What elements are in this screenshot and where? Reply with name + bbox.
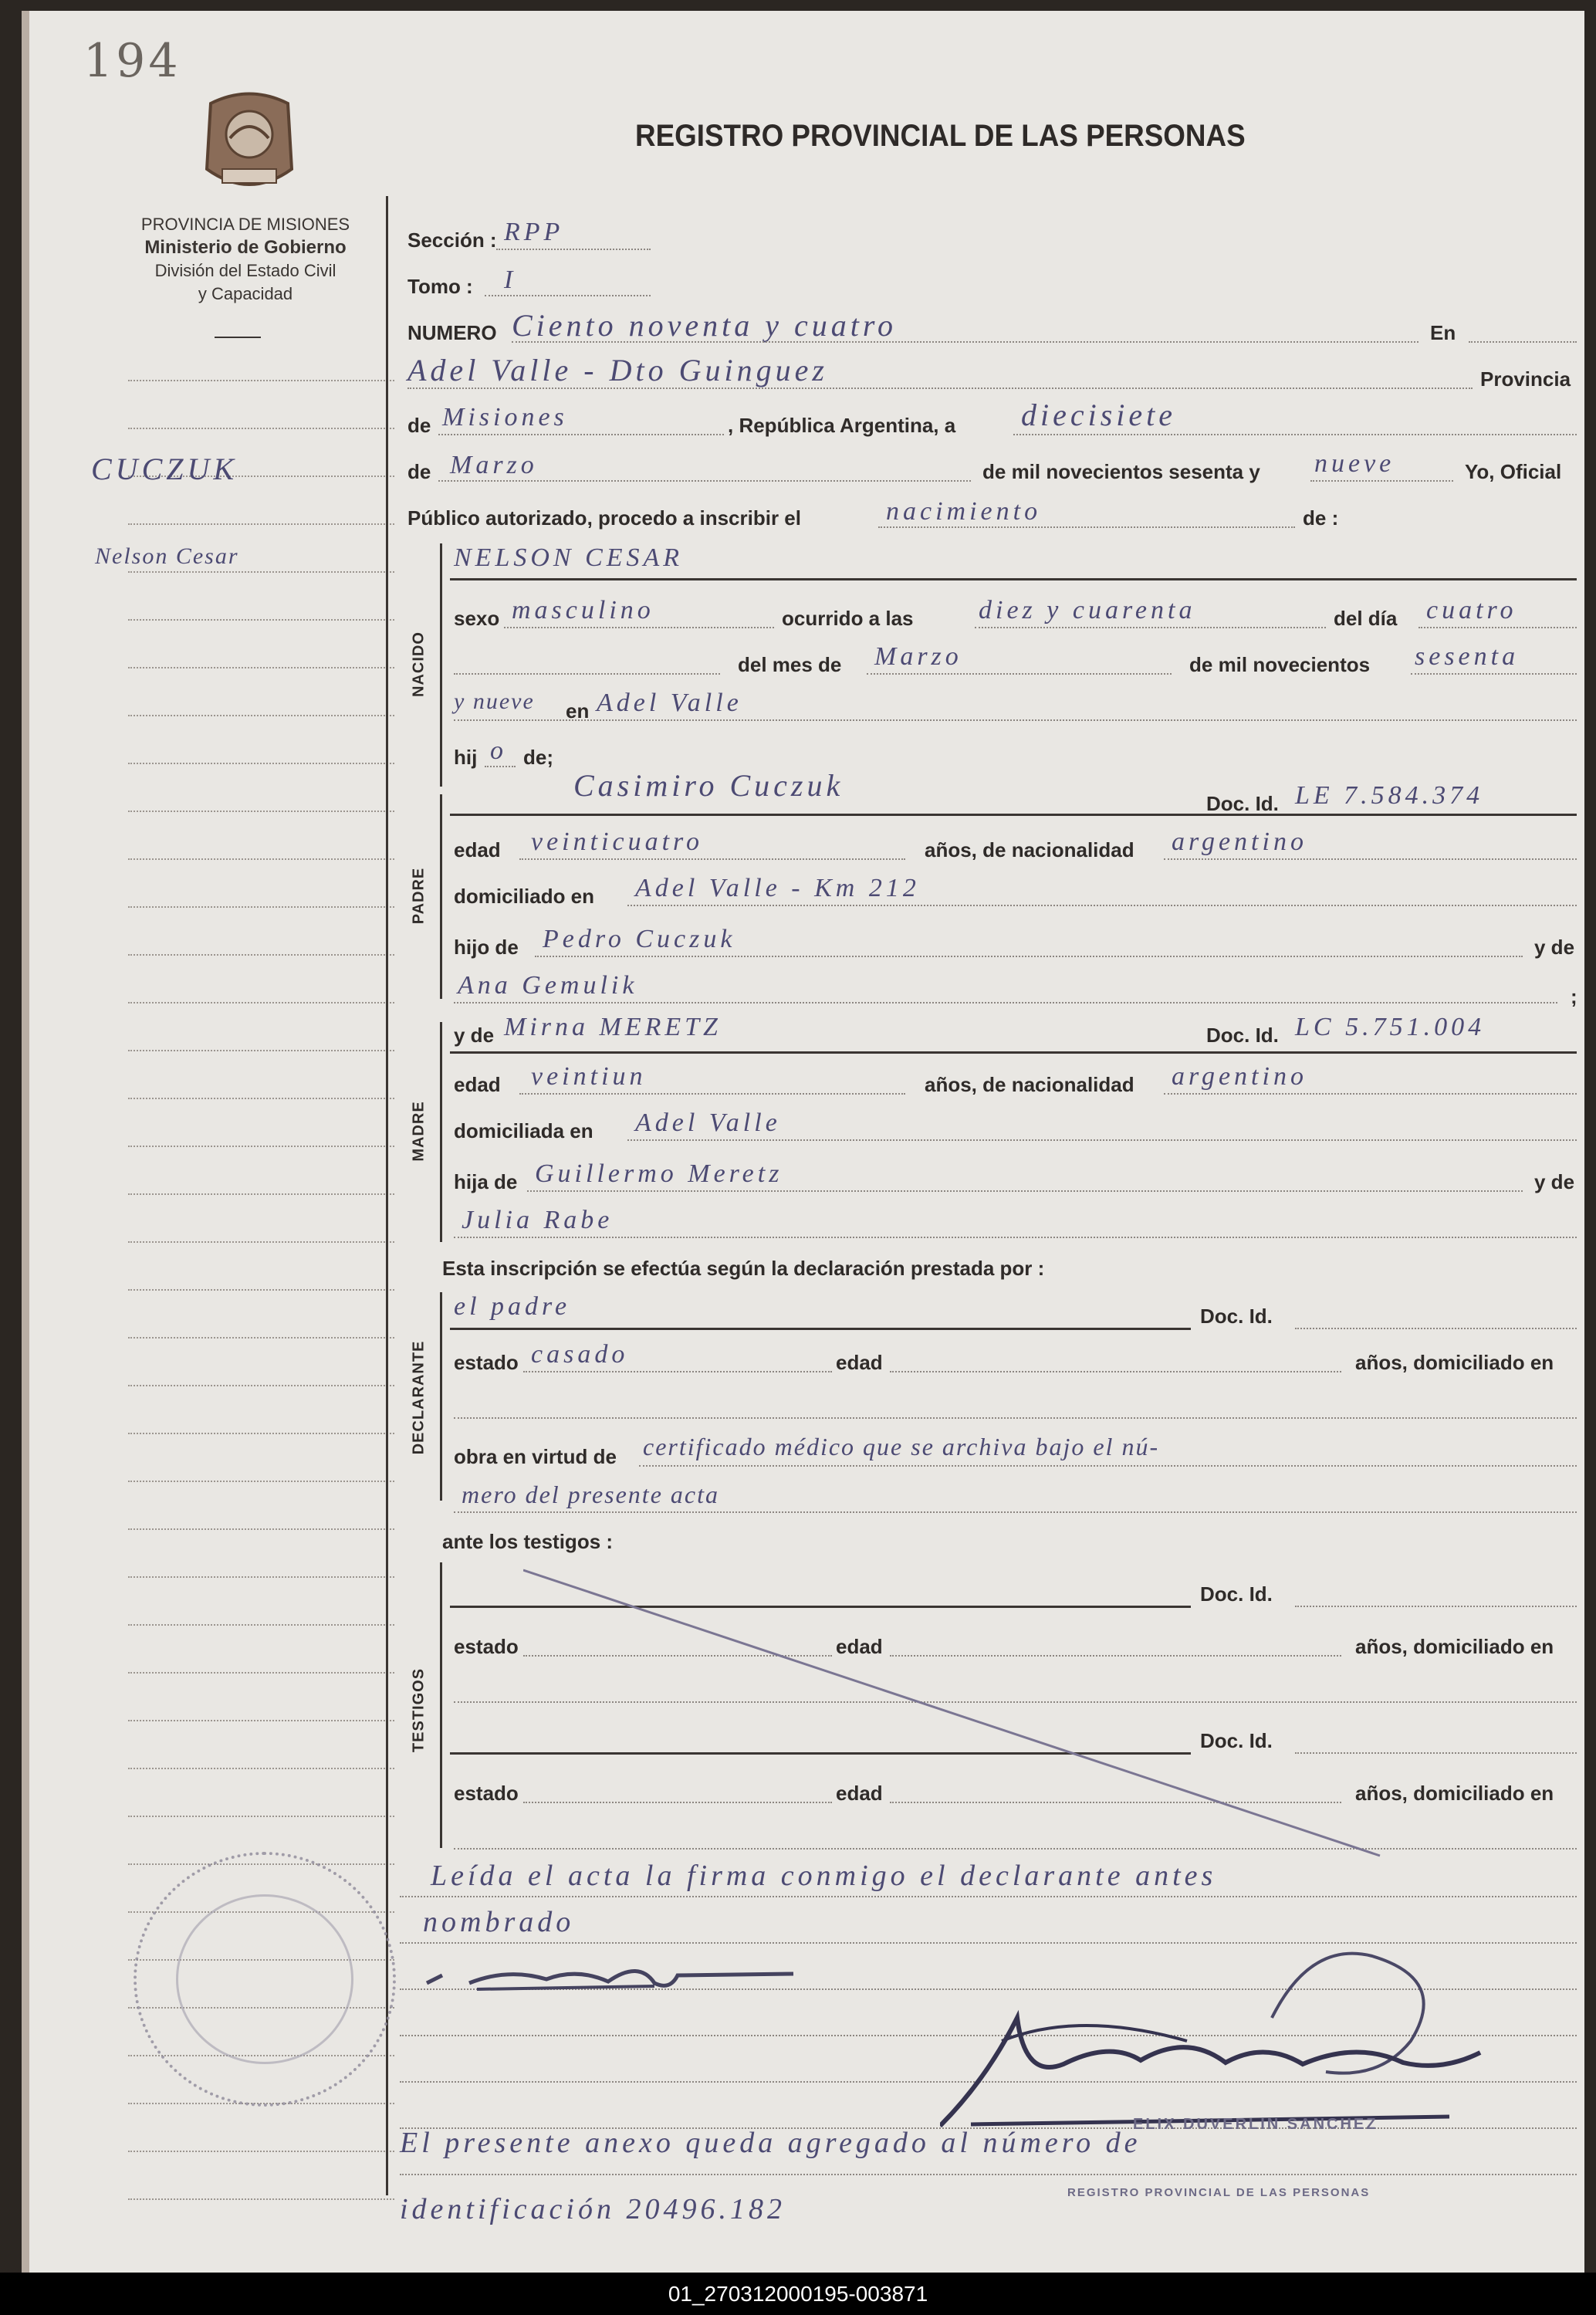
dept-division: División del Estado Civil — [154, 261, 336, 280]
document-title: REGISTRO PROVINCIAL DE LAS PERSONAS — [635, 119, 1246, 153]
label-testigo2-edad: edad — [836, 1782, 883, 1805]
label-madre-y-de: y de — [454, 1024, 495, 1047]
label-de-mil: de mil novecientos sesenta y — [982, 460, 1260, 483]
label-semicolon: ; — [1571, 985, 1577, 1008]
field-anio-2: y nueve — [454, 689, 535, 714]
label-padre-edad: edad — [454, 838, 501, 861]
section-label-padre: PADRE — [410, 867, 428, 925]
margin-surname: CUCZUK — [91, 452, 238, 486]
image-id-footer — [0, 2273, 1596, 2315]
field-madre-domicilio: Adel Valle — [635, 1108, 781, 1137]
dept-province: PROVINCIA DE MISIONES — [140, 215, 350, 234]
label-seccion: Sección : — [407, 228, 497, 252]
field-padre-nacionalidad: argentino — [1172, 828, 1307, 856]
register-page — [22, 11, 1584, 2273]
field-padre-madre: Ana Gemulik — [458, 971, 638, 1000]
label-en: En — [1430, 321, 1456, 344]
field-obra-2: mero del presente acta — [462, 1481, 719, 1508]
label-madre-hija-de: hija de — [454, 1170, 518, 1193]
label-testigo2-domicilio: años, domiciliado en — [1355, 1782, 1554, 1805]
margin-given-names: Nelson Cesar — [95, 543, 239, 569]
label-publico: Público autorizado, procedo a inscribir el — [407, 506, 801, 530]
label-testigo1-domicilio: años, domiciliado en — [1355, 1635, 1554, 1658]
footer-id-text: 01_270312000195-003871 — [668, 2282, 928, 2306]
label-madre-nacionalidad: años, de nacionalidad — [925, 1073, 1134, 1096]
label-madre-y-de-2: y de — [1534, 1170, 1575, 1193]
field-declarante-estado: casado — [531, 1340, 629, 1369]
field-nacido-nombre: NELSON CESAR — [454, 543, 684, 572]
dept-capacity: y Capacidad — [198, 284, 293, 303]
dept-ministry: Ministerio de Gobierno — [144, 237, 347, 258]
field-dia: cuatro — [1426, 596, 1517, 624]
field-sexo: masculino — [512, 596, 654, 624]
field-madre-nacionalidad: argentino — [1172, 1062, 1307, 1091]
field-lugar-nacimiento: Adel Valle — [597, 689, 742, 717]
section-label-testigos: TESTIGOS — [410, 1667, 428, 1753]
cancel-diagonal-line — [523, 1555, 1388, 1863]
label-testigo1-estado: estado — [454, 1635, 519, 1658]
field-numero: Ciento noventa y cuatro — [512, 308, 897, 343]
label-padre-nacionalidad: años, de nacionalidad — [925, 838, 1134, 861]
label-de-padres: de; — [523, 746, 553, 769]
label-de-colon: de : — [1303, 506, 1339, 530]
label-en-lugar: en — [566, 699, 590, 723]
field-padre-domicilio: Adel Valle - Km 212 — [635, 874, 920, 902]
field-padre-edad: veinticuatro — [531, 828, 704, 856]
field-madre-nombre: Mirna MERETZ — [504, 1013, 722, 1041]
field-padre-padre: Pedro Cuczuk — [543, 925, 736, 953]
label-del-dia: del día — [1334, 607, 1398, 630]
label-declarante-doc: Doc. Id. — [1200, 1305, 1273, 1328]
label-testigo2-doc: Doc. Id. — [1200, 1729, 1273, 1752]
label-ocurrido: ocurrido a las — [782, 607, 914, 630]
label-republica: , República Argentina, a — [728, 414, 956, 437]
field-cierre-1: Leída el acta la firma conmigo el declarante antes — [431, 1860, 1217, 1892]
label-hij: hij — [454, 746, 478, 769]
label-de-mes: de — [407, 460, 431, 483]
label-sexo: sexo — [454, 607, 500, 630]
label-testigo2-estado: estado — [454, 1782, 519, 1805]
official-office-stamp: REGISTRO PROVINCIAL DE LAS PERSONAS — [1067, 2186, 1371, 2199]
section-label-declarante: DECLARANTE — [410, 1340, 428, 1455]
field-madre-edad: veintiun — [531, 1062, 647, 1091]
label-declarante-estado: estado — [454, 1351, 519, 1374]
field-nota-1: El presente anexo queda agregado al número de — [400, 2127, 1141, 2159]
label-tomo: Tomo : — [407, 275, 473, 298]
field-padre-doc: LE 7.584.374 — [1295, 781, 1484, 810]
field-anio: sesenta — [1415, 642, 1520, 671]
label-madre-doc: Doc. Id. — [1206, 1024, 1279, 1047]
field-provincia: Misiones — [442, 403, 568, 432]
field-madre-madre: Julia Rabe — [462, 1206, 614, 1234]
field-anio-registro: nueve — [1314, 449, 1395, 478]
field-hij: o — [490, 736, 507, 765]
field-acto: nacimiento — [886, 497, 1042, 526]
section-label-nacido: NACIDO — [410, 631, 428, 697]
label-testigos: ante los testigos : — [442, 1530, 614, 1553]
field-madre-padre: Guillermo Meretz — [535, 1159, 783, 1188]
label-padre-domicilio: domiciliado en — [454, 885, 595, 908]
department-heading — [107, 213, 384, 306]
label-del-mes: del mes de — [738, 653, 842, 676]
declarant-signature-icon — [423, 1952, 824, 2006]
label-madre-domicilio: domiciliada en — [454, 1119, 593, 1142]
official-signature-icon — [940, 1925, 1496, 2141]
label-madre-edad: edad — [454, 1073, 501, 1096]
label-declarante-domicilio: años, domiciliado en — [1355, 1351, 1554, 1374]
field-seccion: RPP — [504, 218, 564, 246]
label-provincia: Provincia — [1480, 367, 1571, 391]
label-padre-y-de: y de — [1534, 936, 1575, 959]
round-seal-inner-icon — [176, 1894, 353, 2064]
field-madre-doc: LC 5.751.004 — [1295, 1013, 1486, 1041]
label-declarante-edad: edad — [836, 1351, 883, 1374]
label-testigo1-doc: Doc. Id. — [1200, 1582, 1273, 1606]
label-yo-oficial: Yo, Oficial — [1465, 460, 1562, 483]
field-nota-2: identificación 20496.182 — [400, 2193, 786, 2225]
field-tomo: I — [504, 266, 517, 294]
field-declarante: el padre — [454, 1292, 571, 1321]
label-numero: NUMERO — [407, 321, 497, 344]
field-mes-registro: Marzo — [450, 451, 538, 479]
label-padre-doc: Doc. Id. — [1206, 792, 1279, 815]
field-padre-nombre: Casimiro Cuczuk — [573, 768, 844, 803]
field-cierre-2: nombrado — [423, 1906, 575, 1938]
label-obra: obra en virtud de — [454, 1445, 617, 1468]
field-hora: diez y cuarenta — [979, 596, 1196, 624]
label-padre-hijo-de: hijo de — [454, 936, 519, 959]
provincial-emblem-icon — [195, 84, 303, 200]
field-obra: certificado médico que se archiva bajo el nú- — [643, 1433, 1160, 1460]
field-dia-registro: diecisiete — [1021, 398, 1177, 432]
page-number: 194 — [83, 34, 181, 88]
label-declaracion: Esta inscripción se efectúa según la declaración prestada por : — [442, 1257, 1045, 1280]
label-de-mil-novecientos: de mil novecientos — [1189, 653, 1371, 676]
label-testigo1-edad: edad — [836, 1635, 883, 1658]
field-lugar: Adel Valle - Dto Guinguez — [407, 353, 828, 388]
label-de-provincia: de — [407, 414, 431, 437]
official-name-stamp: ELIX DUVERLIN SANCHEZ — [1133, 2116, 1378, 2133]
field-mes: Marzo — [874, 642, 962, 671]
section-label-madre: MADRE — [410, 1101, 428, 1162]
